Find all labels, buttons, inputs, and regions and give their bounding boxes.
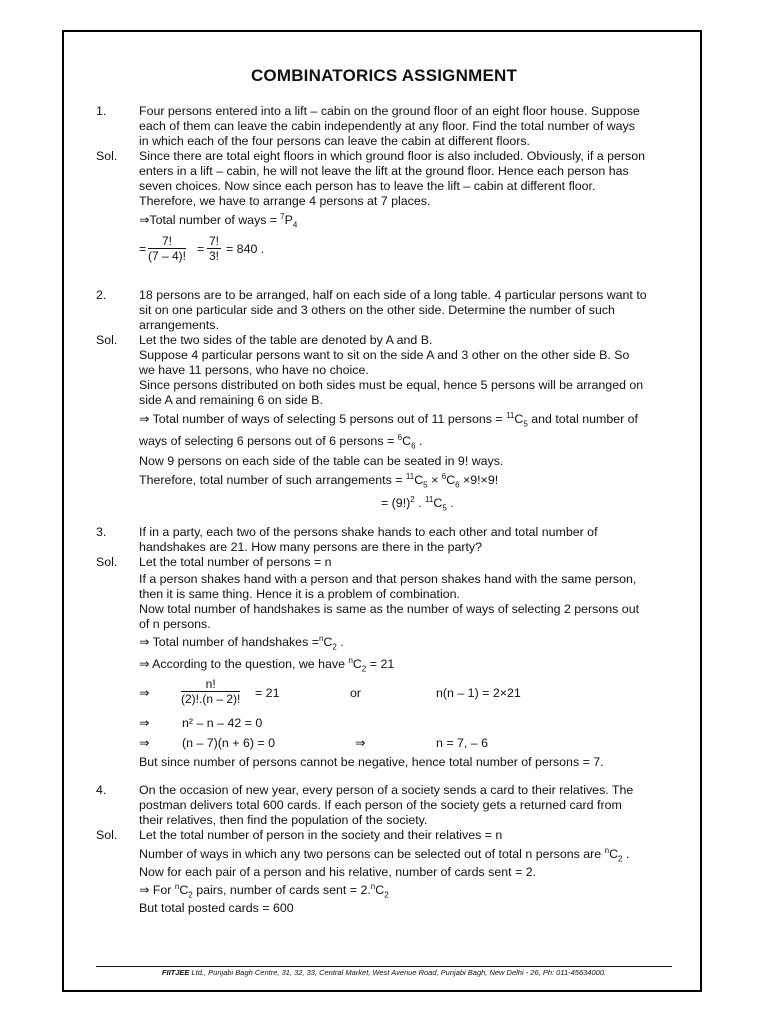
q3-roots: n = 7, – 6 <box>436 736 489 750</box>
q2-sol-line: side A and remaining 6 on side B. <box>139 393 323 407</box>
q3-number: 3. <box>96 525 107 539</box>
q1-eq-sign: = <box>197 242 205 256</box>
q4-sol-line: Now for each pair of a person and his relative, number of cards sent = 2. <box>139 865 537 879</box>
q2-step: ⇒ Total number of ways of selecting 5 persons out of 11 persons = $^{11}C_5$ and total number of <box>139 410 639 429</box>
q2-sol-line: Let the two sides of the table are denoted by A and B. <box>139 333 433 347</box>
q4-sol-line: Let the total number of person in the society and their relatives = n <box>139 828 503 842</box>
q3-sol-line: of n persons. <box>139 617 211 631</box>
q3-arrow: ⇒ <box>139 686 150 700</box>
q3-eq: = 21 <box>255 686 280 700</box>
q4-sol-line: ⇒ For $^nC_2$ pairs, number of cards sent = $2.^nC_2$ <box>139 881 389 900</box>
q2-sol-line: Since persons distributed on both sides must be equal, hence 5 persons will be arranged on <box>139 378 644 392</box>
q3-line: If in a party, each two of the persons shake hands to each other and total number of <box>139 525 598 539</box>
q3-sol-line: Let the total number of persons = n <box>139 555 332 569</box>
q2-step: ways of selecting 6 persons out of 6 persons = $^6C_6$ . <box>139 432 423 451</box>
q1-sol-line: Since there are total eight floors in which ground floor is also included. Obviously, if a person <box>139 149 645 163</box>
q3-sol-line: If a person shakes hand with a person and that person shakes hand with the same person, <box>139 572 637 586</box>
q2-result: = $(9!)^2$ . $^{11}C_5$ . <box>381 494 454 513</box>
q4-sol-label: Sol. <box>96 828 118 842</box>
q2-line: 18 persons are to be arranged, half on each side of a long table. 4 particular persons want to <box>139 288 647 302</box>
q3-line: handshakes are 21. How many persons are there in the party? <box>139 540 483 554</box>
q1-sol-line: enters in a lift – cabin, he will not leave the lift at the ground floor. Hence each person has <box>139 164 629 178</box>
q1-sol-label: Sol. <box>96 149 118 163</box>
q3-arrow: ⇒ <box>355 736 366 750</box>
q3-arrow: ⇒ <box>139 716 150 730</box>
footer-rule <box>96 966 672 967</box>
q3-sol-line: Now total number of handshakes is same as the number of ways of selecting 2 persons out <box>139 602 640 616</box>
q2-sol-line: we have 11 persons, who have no choice. <box>139 363 369 377</box>
q4-line: postman delivers total 600 cards. If each person of the society gets a returned card from <box>139 798 622 812</box>
q1-number: 1. <box>96 104 107 118</box>
q4-number: 4. <box>96 783 107 797</box>
q2-sol-line: Suppose 4 particular persons want to sit on the side A and 3 other on the other side B. So <box>139 348 630 362</box>
q2-step: Now 9 persons on each side of the table can be seated in 9! ways. <box>139 454 504 468</box>
q2-line: arrangements. <box>139 318 219 332</box>
q1-line: in which each of the four persons can leave the cabin at different floors. <box>139 134 531 148</box>
q1-line: each of them can leave the cabin independently at any floor. Find the total number of ways <box>139 119 635 133</box>
q4-line: their relatives, then find the population of the society. <box>139 813 428 827</box>
q1-step: ⇒Total number of ways = $^7P_4$ <box>139 211 298 230</box>
q2-line: sit on one particular side and 3 others on the other side. Determine the number of such <box>139 303 615 317</box>
q3-sol-label: Sol. <box>96 555 118 569</box>
q2-step: Therefore, total number of such arrangements = $^{11}C_5 \times ^6C_6 \times 9!\times 9$! <box>139 471 499 490</box>
q1-fraction: $\frac{7!}{(7 - 4)!}$ <box>148 234 187 263</box>
footer-address: Ltd., Punjabi Bagh Centre, 31, 32, 33, Central Market, West Avenue Road, Punjabi Bagh, New Delhi - 26, Ph: 011-45634000. <box>189 968 607 977</box>
q2-number: 2. <box>96 288 107 302</box>
q3-conclusion: But since number of persons cannot be negative, hence total number of persons = 7. <box>139 755 604 769</box>
footer <box>96 968 672 977</box>
q3-sol-line: then it is same thing. Hence it is a problem of combination. <box>139 587 460 601</box>
page-title: COMBINATORICS ASSIGNMENT <box>250 66 518 85</box>
q1-result: = 840 . <box>226 242 265 256</box>
q3-quadratic: n² – n – 42 = 0 <box>182 716 263 730</box>
q1-sol-line: Therefore, we have to arrange 4 persons at 7 places. <box>139 194 431 208</box>
q3-fraction: $\frac{n!}{(2)!.(n - 2)!}$ <box>181 677 241 706</box>
q3-step: ⇒ According to the question, we have $^nC_2 = 21$ <box>139 655 395 674</box>
q3-factored: (n – 7)(n + 6) = 0 <box>182 736 275 750</box>
q4-sol-line: Number of ways in which any two persons can be selected out of total n persons are $^nC_2$ . <box>139 845 630 864</box>
q1-eq-sign: = <box>139 242 147 256</box>
q1-line: Four persons entered into a lift – cabin on the ground floor of an eight floor house. Suppose <box>139 104 640 118</box>
footer-brand: FIITJEE <box>161 968 190 977</box>
q4-sol-line: But total posted cards = 600 <box>139 901 294 915</box>
q4-line: On the occasion of new year, every person of a society sends a card to their relatives. The <box>139 783 634 797</box>
q3-step: ⇒ Total number of handshakes $=^nC_2$ . <box>139 633 344 652</box>
q3-arrow: ⇒ <box>139 736 150 750</box>
q1-fraction: $\frac{7!}{3!}$ <box>209 234 220 263</box>
q3-alt-eq: n(n – 1) = 2×21 <box>436 686 521 700</box>
q2-sol-label: Sol. <box>96 333 118 347</box>
q3-or: or <box>350 686 362 700</box>
q1-sol-line: seven choices. Now since each person has to leave the lift – cabin at different floor. <box>139 179 596 193</box>
